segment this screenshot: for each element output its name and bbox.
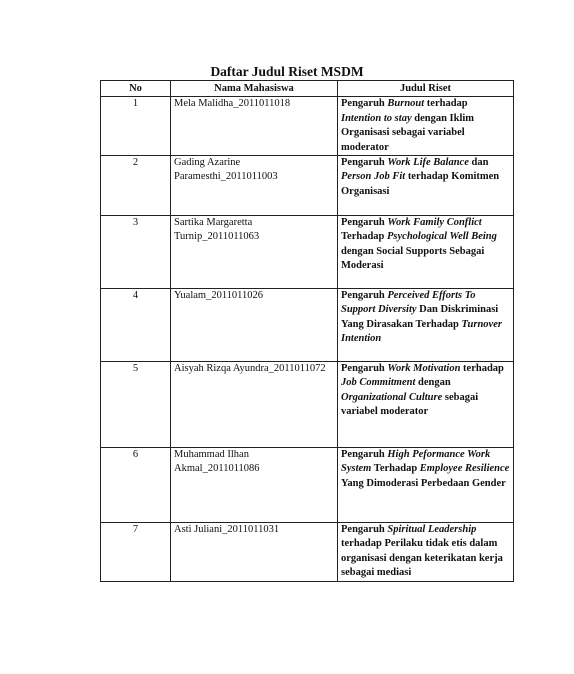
- row-number: 5: [101, 362, 171, 448]
- row-number: 3: [101, 216, 171, 289]
- title-text: Pengaruh: [341, 524, 388, 536]
- header-no: No: [101, 81, 171, 97]
- title-italic-term: Work Motivation: [387, 363, 461, 375]
- title-text: Pengaruh: [341, 157, 388, 169]
- title-italic-term: Psychological Well Being: [387, 231, 497, 243]
- title-text: Pengaruh: [341, 449, 388, 461]
- student-name: Sartika Margaretta Turnip_2011011063: [171, 216, 338, 289]
- student-name: Muhammad Ilhan Akmal_2011011086: [171, 448, 338, 523]
- title-italic-term: High Peformance Work System: [341, 449, 491, 475]
- research-title: [338, 362, 514, 448]
- title-italic-term: Job Commitment: [341, 377, 416, 389]
- research-title: [338, 448, 514, 523]
- title-text: terhadap Komitmen Organisasi: [341, 171, 500, 197]
- header-nama-mahasiswa: Nama Mahasiswa: [171, 81, 338, 97]
- title-italic-term: Spiritual Leadership: [387, 524, 477, 536]
- table-row: [101, 523, 514, 582]
- research-title: [338, 156, 514, 216]
- title-text: Pengaruh: [341, 217, 388, 229]
- page-title: Daftar Judul Riset MSDM: [210, 64, 364, 79]
- row-number: 2: [101, 156, 171, 216]
- title-text: dengan Iklim Organisasi sebagai variabel moderator: [341, 112, 475, 153]
- title-text: Dan Diskriminasi Yang Dirasakan Terhadap: [341, 304, 499, 330]
- row-number: 1: [101, 97, 171, 156]
- table-row: [101, 97, 514, 156]
- title-text: Yang Dimoderasi Perbedaan Gender: [341, 477, 506, 489]
- research-title: [338, 289, 514, 362]
- title-text: Pengaruh: [341, 98, 388, 110]
- row-number: 4: [101, 289, 171, 362]
- table-row: [101, 362, 514, 448]
- table-row: [101, 156, 514, 216]
- research-title: [338, 523, 514, 582]
- table-row: [101, 216, 514, 289]
- title-text: terhadap Perilaku tidak etis dalam organisasi dengan keterikatan kerja sebagai mediasi: [341, 538, 503, 579]
- title-italic-term: Intention to stay: [341, 112, 412, 124]
- student-name: Mela Malidha_2011011018: [171, 97, 338, 156]
- title-text: sebagai variabel moderator: [341, 391, 479, 418]
- title-text: dengan Social Supports Sebagai Moderasi: [341, 245, 485, 272]
- research-title-table: [100, 80, 514, 582]
- student-name: Asti Juliani_2011011031: [171, 523, 338, 582]
- row-number: 6: [101, 448, 171, 523]
- row-number: 7: [101, 523, 171, 582]
- student-name: Aisyah Rizqa Ayundra_2011011072: [171, 362, 338, 448]
- title-italic-term: Employee Resilience: [419, 463, 510, 475]
- table-header-row: [101, 81, 514, 97]
- title-text: terhadap: [460, 363, 504, 375]
- table-row: [101, 448, 514, 523]
- student-name: Gading Azarine Paramesthi_2011011003: [171, 156, 338, 216]
- title-italic-term: Work Family Conflict: [387, 217, 482, 229]
- title-text: Terhadap: [341, 231, 388, 243]
- title-italic-term: Perceived Efforts To Support Diversity: [341, 290, 476, 316]
- table-row: [101, 289, 514, 362]
- title-text: dan: [468, 157, 489, 169]
- student-name: Yualam_2011011026: [171, 289, 338, 362]
- title-text: Terhadap: [371, 463, 420, 475]
- header-judul-riset: Judul Riset: [338, 81, 514, 97]
- title-italic-term: Burnout: [387, 98, 425, 110]
- title-text: dengan: [415, 377, 451, 389]
- title-italic-term: Organizational Culture: [341, 391, 443, 403]
- research-title: [338, 97, 514, 156]
- research-title: [338, 216, 514, 289]
- title-text: Pengaruh: [341, 290, 388, 302]
- title-text: Pengaruh: [341, 363, 388, 375]
- title-italic-term: Work Life Balance: [387, 157, 469, 169]
- title-italic-term: Person Job Fit: [341, 171, 406, 183]
- title-text: terhadap: [424, 98, 468, 110]
- title-italic-term: Turnover Intention: [341, 318, 502, 345]
